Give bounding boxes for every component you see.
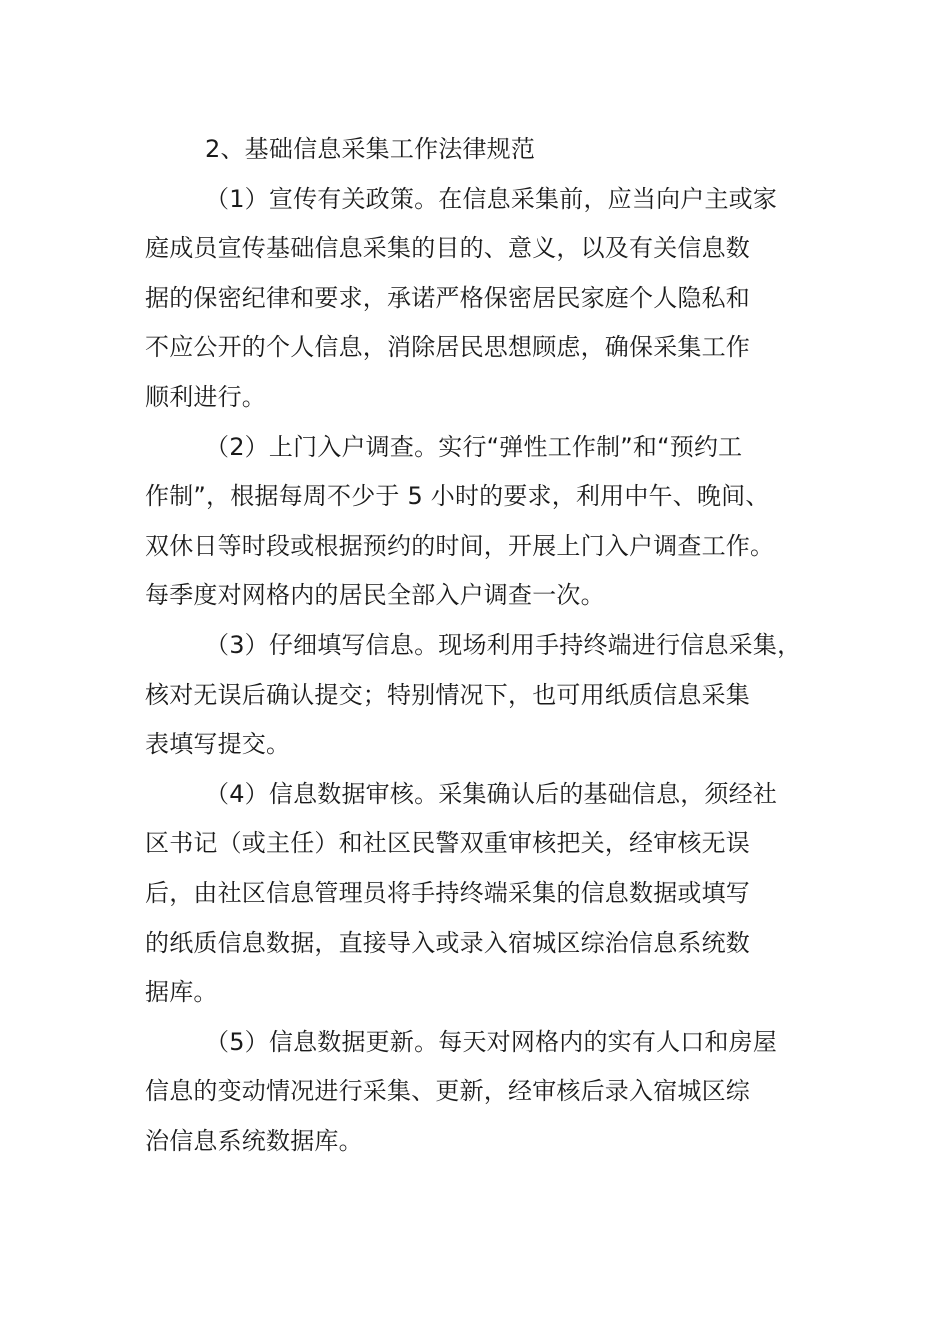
paragraph-line: 信息的变动情况进行采集、更新，经审核后录入宿城区综 [145,1077,750,1106]
paragraph-line: 的纸质信息数据，直接导入或录入宿城区综治信息系统数 [145,928,750,957]
paragraph-line: 顺利进行。 [145,382,266,411]
paragraph-line: （3）仔细填写信息。现场利用手持终端进行信息采集， [205,630,802,659]
paragraph-line: 核对无误后确认提交；特别情况下，也可用纸质信息采集 [145,680,750,709]
paragraph-line: 后，由社区信息管理员将手持终端采集的信息数据或填写 [145,878,750,907]
paragraph-line: 治信息系统数据库。 [145,1126,363,1155]
document-body [145,125,805,1166]
paragraph-line: 作制”，根据每周不少于 5 小时的要求，利用中午、晚间、 [145,482,770,511]
paragraph-line: （1）宣传有关政策。在信息采集前，应当向户主或家 [205,184,778,213]
section-heading: 2、基础信息采集工作法律规范 [205,135,536,163]
paragraph-line: 据库。 [145,978,218,1007]
paragraph-line: 庭成员宣传基础信息采集的目的、意义，以及有关信息数 [145,234,750,263]
paragraph-line: 双休日等时段或根据预约的时间，开展上门入户调查工作。 [145,531,775,560]
paragraph-line: 每季度对网格内的居民全部入户调查一次。 [145,581,605,610]
paragraph-line: （5）信息数据更新。每天对网格内的实有人口和房屋 [205,1027,778,1056]
paragraph-line: 表填写提交。 [145,730,291,759]
paragraph-line: 区书记（或主任）和社区民警双重审核把关，经审核无误 [145,829,750,858]
paragraph-line: 据的保密纪律和要求，承诺严格保密居民家庭个人隐私和 [145,283,750,312]
paragraph-line: 不应公开的个人信息，消除居民思想顾虑，确保采集工作 [145,333,750,362]
paragraph-line: （4）信息数据审核。采集确认后的基础信息，须经社 [205,779,778,808]
paragraph-line: （2）上门入户调查。实行“弹性工作制”和“预约工 [205,432,743,461]
